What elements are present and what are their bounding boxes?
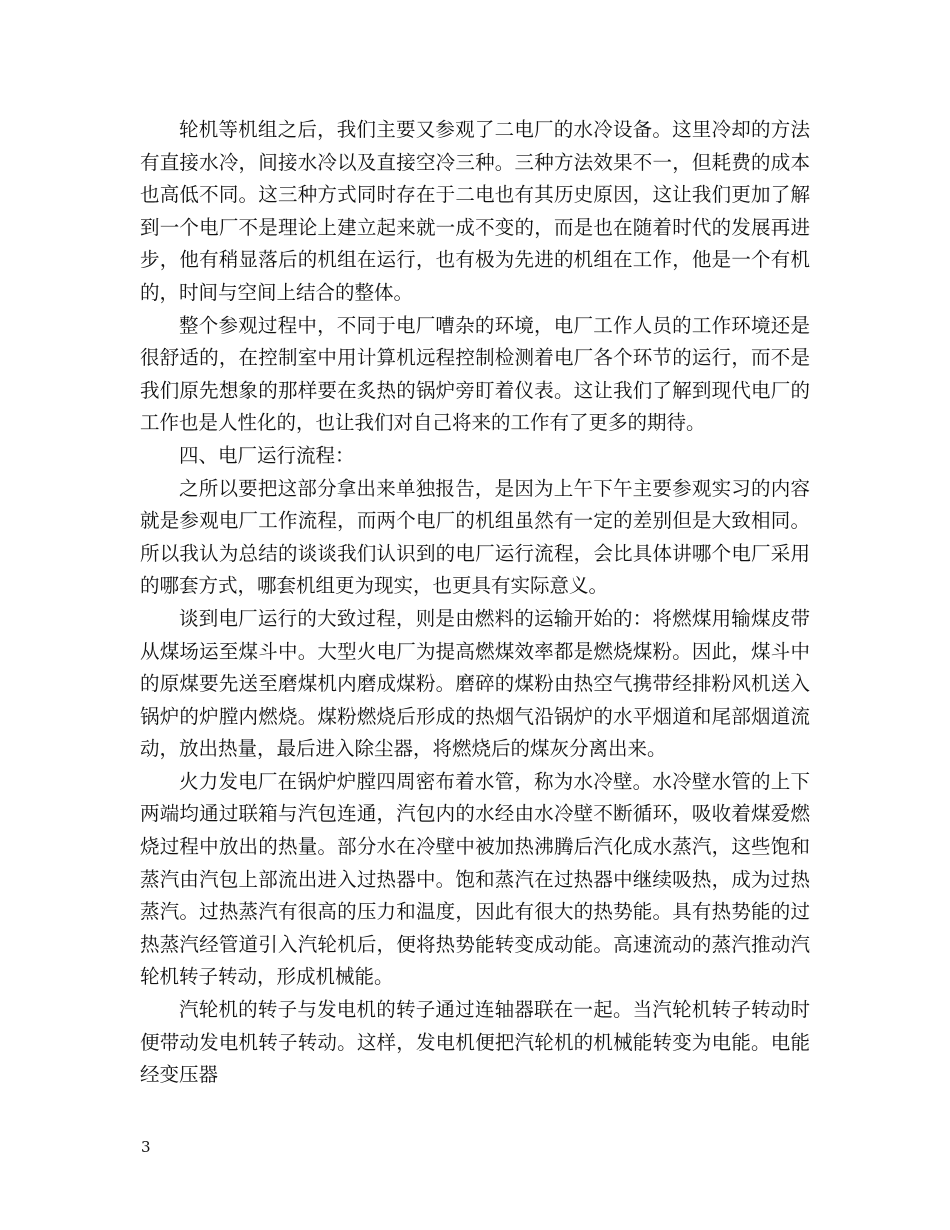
page-number: 3 — [141, 1138, 151, 1156]
paragraph-water-wall: 火力发电厂在锅炉炉膛四周密布着水管，称为水冷壁。水冷壁水管的上下两端均通过联箱与汽包连通，汽包内的水经由水冷壁不断循环，吸收着煤爱燃烧过程中放出的热量。部分水在冷壁中被加热沸腾后汽化成水蒸汽，这些饱和蒸汽由汽包上部流出进入过热器中。饱和蒸汽在过热器中继续吸热，成为过热蒸汽。过热蒸汽有很高的压力和温度，因此有很大的热势能。具有热势能的过热蒸汽经管道引入汽轮机后，便将热势能转变成动能。高速流动的蒸汽推动汽轮机转子转动，形成机械能。 — [140, 769, 810, 989]
paragraph-work-environment: 整个参观过程中，不同于电厂嘈杂的环境，电厂工作人员的工作环境还是很舒适的，在控制室中用计算机远程控制检测着电厂各个环节的运行，而不是我们原先想象的那样要在炙热的锅炉旁盯着仪表。这让我们了解到现代电厂的工作也是人性化的，也让我们对自己将来的工作有了更多的期待。 — [140, 313, 810, 435]
paragraph-generator: 汽轮机的转子与发电机的转子通过连轴器联在一起。当汽轮机转子转动时便带动发电机转子转动。这样，发电机便把汽轮机的机械能转变为电能。电能经变压器 — [140, 998, 810, 1087]
body-text — [140, 114, 810, 1092]
paragraph-water-cooling: 轮机等机组之后，我们主要又参观了二电厂的水冷设备。这里冷却的方法有直接水冷，间接水冷以及直接空冷三种。三种方法效果不一，但耗费的成本也高低不同。这三种方式同时存在于二电也有其历史原因，这让我们更加了解到一个电厂不是理论上建立起来就一成不变的，而是也在随着时代的发展再进步，他有稍显落后的机组在运行，也有极为先进的机组在工作，他是一个有机的，时间与空间上结合的整体。 — [140, 118, 810, 304]
section-heading-plant-process: 四、电厂运行流程： — [179, 443, 355, 467]
paragraph-report-reason: 之所以要把这部分拿出来单独报告，是因为上午下午主要参观实习的内容就是参观电厂工作流程，而两个电厂的机组虽然有一定的差别但是大致相同。所以我认为总结的谈谈我们认识到的电厂运行流程，会比具体讲哪个电厂采用的哪套方式，哪套机组更为现实，也更具有实际意义。 — [140, 476, 810, 598]
paragraph-fuel-transport: 谈到电厂运行的大致过程，则是由燃料的运输开始的：将燃煤用输煤皮带从煤场运至煤斗中。大型火电厂为提高燃煤效率都是燃烧煤粉。因此，煤斗中的原煤要先送至磨煤机内磨成煤粉。磨碎的煤粉由热空气携带经排粉风机送入锅炉的炉膛内燃烧。煤粉燃烧后形成的热烟气沿锅炉的水平烟道和尾部烟道流动，放出热量，最后进入除尘器，将燃烧后的煤灰分离出来。 — [140, 606, 810, 761]
